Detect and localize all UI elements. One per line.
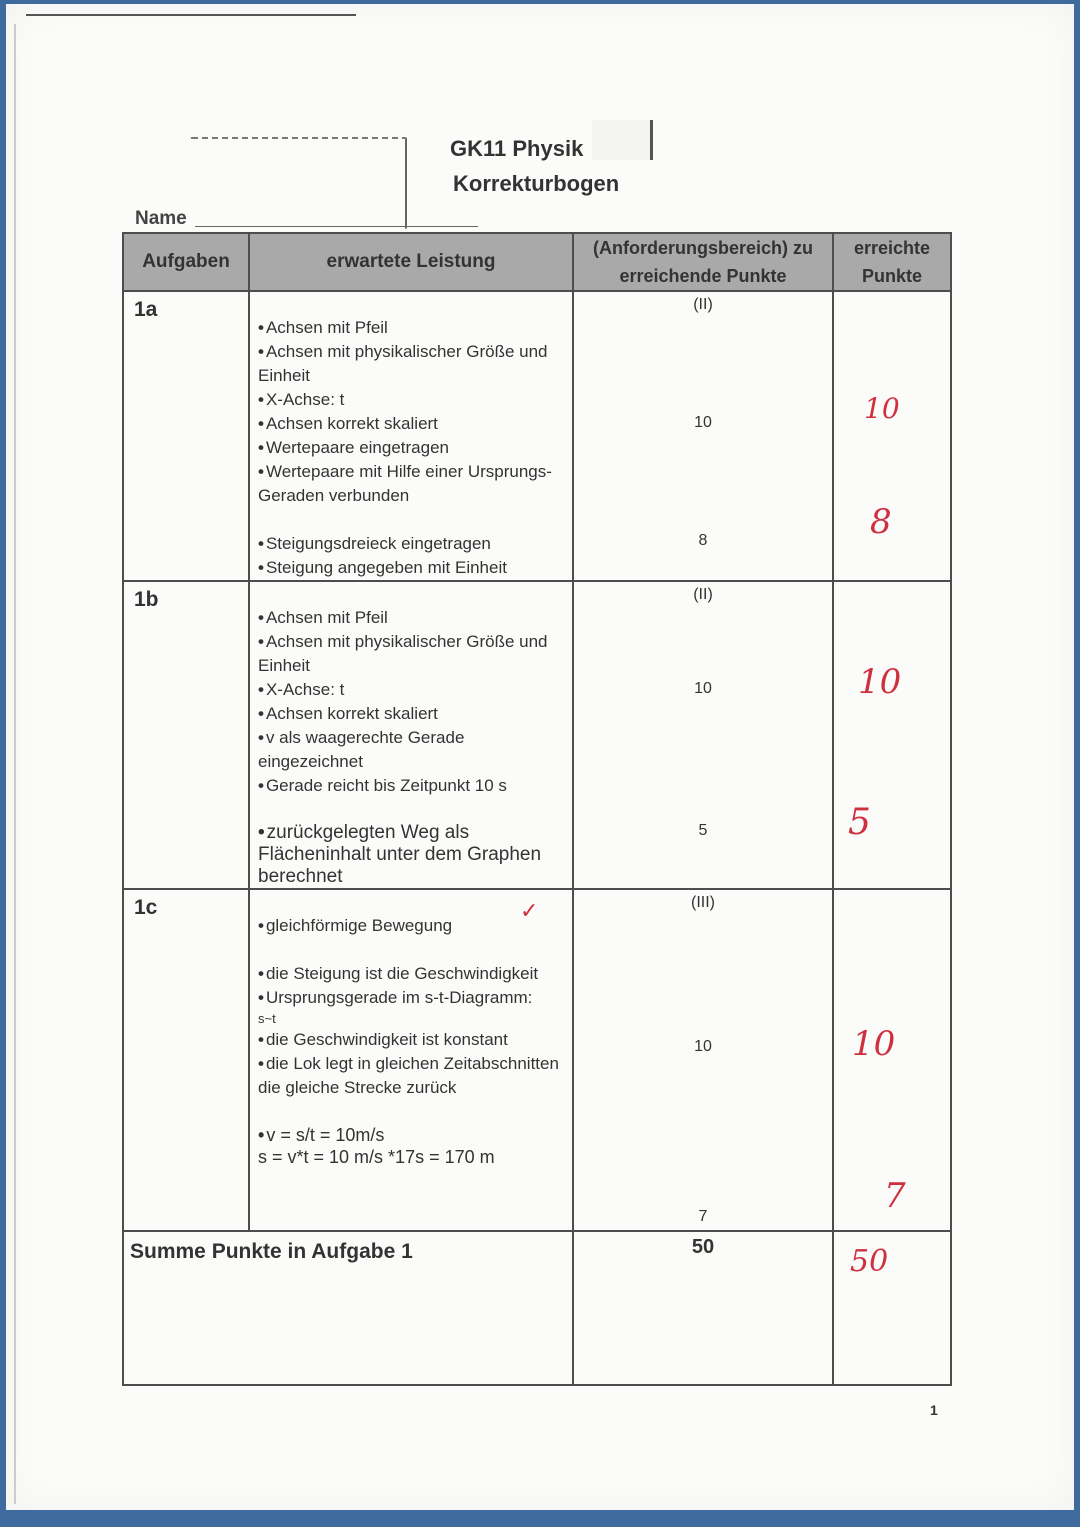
sum-label-cell [123,1231,573,1385]
task-cell [123,581,249,889]
sum-achieved-cell [833,1231,951,1385]
header-expected: erwartete Leistung [249,233,573,291]
criteria-list [258,1028,572,1100]
criterion: • Steigungsdreieck eingetragen [258,532,572,556]
criteria-block [250,890,572,1168]
points-cell [573,581,833,889]
criteria-block [250,292,572,580]
criterion: • die Lok legt in gleichen Zeitabschnitten die gleiche Strecke zurück [258,1052,572,1100]
criterion: • v als waagerechte Gerade eingezeichnet [258,726,572,774]
sum-label: Summe Punkte in Aufgabe 1 [130,1240,413,1263]
task-cell [123,291,249,581]
handwritten-score: 10 [864,392,900,425]
criterion: • Achsen mit physikalischer Größe und Einheit [258,630,572,678]
criterion: • X-Achse: t [258,388,572,412]
left-edge-line [14,24,16,1504]
points-cell [573,889,833,1231]
handwritten-score: 5 [848,802,871,843]
check-mark-icon: ✓ [520,898,539,923]
header-tasks: Aufgaben [123,233,249,291]
achieved-cell [833,291,951,581]
handwritten-sum: 50 [850,1244,889,1279]
criteria-block [250,582,572,888]
criterion: • gleichförmige Bewegung [258,914,572,938]
criterion-note: s~t [258,1011,276,1026]
achieved-cell [833,889,951,1231]
handwritten-score: 8 [870,502,892,542]
level-label: (II) [693,296,713,313]
criterion: • Achsen mit Pfeil [258,606,572,630]
points-value: 10 [694,414,712,431]
points-value: 10 [694,680,712,697]
task-label: 1c [134,896,158,919]
criteria-list [258,316,572,508]
name-label: Name [135,208,187,229]
level-label: (II) [693,586,713,603]
criterion: • die Geschwindigkeit ist konstant [258,1028,572,1052]
points-value: 10 [694,1038,712,1055]
points-cell [573,291,833,581]
criterion: • Wertepaare mit Hilfe einer Ursprungs-Geraden verbunden [258,460,572,508]
task-label: 1a [134,298,158,321]
criterion: • Achsen mit physikalischer Größe und Einheit [258,340,572,388]
points-value: 5 [698,822,708,839]
criterion: • die Steigung ist die Geschwindigkeit [258,962,572,986]
criterion: • zurückgelegten Weg als Flächeninhalt unter dem Graphen berechnet [258,822,572,888]
criteria-list [258,606,572,798]
page-title: GK11 Physik [450,136,584,161]
criteria-cell [249,581,573,889]
redacted-area-right [592,120,653,160]
criteria-cell [249,889,573,1231]
redacted-area-left [190,137,407,229]
name-field-line [195,226,478,227]
criterion: • Achsen korrekt skaliert [258,702,572,726]
points-value: 8 [698,532,708,549]
achieved-cell [833,581,951,889]
criteria-list [258,962,572,1010]
criteria-cell [249,291,573,581]
handwritten-score: 10 [858,662,902,702]
header-achieved [833,233,951,291]
handwritten-score: 10 [852,1024,896,1064]
criteria-list [258,822,572,888]
criterion: • X-Achse: t [258,678,572,702]
header-points-text: (Anforderungsbereich) zu erreichende Punkte [592,238,813,286]
sum-points-cell [573,1231,833,1385]
level-label: (III) [691,894,715,911]
header-points [573,233,833,291]
criterion: • Steigung angegeben mit Einheit [258,556,572,580]
task-cell [123,889,249,1231]
top-edge-line [26,14,356,16]
criterion: • v = s/t = 10m/s [258,1124,572,1146]
criterion: • Gerade reicht bis Zeitpunkt 10 s [258,774,572,798]
grading-table [122,232,952,1386]
criteria-list [258,1124,572,1146]
header-achieved-text: erreichte Punkte [853,238,931,286]
table-row [123,889,951,1231]
criterion: • Achsen mit Pfeil [258,316,572,340]
table-row [123,581,951,889]
sum-row [123,1231,951,1385]
criterion: • Achsen korrekt skaliert [258,412,572,436]
points-value: 7 [698,1208,708,1225]
table-row [123,291,951,581]
sum-points: 50 [691,1236,715,1258]
criterion: • Wertepaare eingetragen [258,436,572,460]
task-label: 1b [134,588,159,611]
criterion-formula: s = v*t = 10 m/s *17s = 170 m [258,1147,495,1167]
table-header-row [123,233,951,291]
criterion: • Ursprungsgerade im s-t-Diagramm: [258,986,572,1010]
page-subtitle: Korrekturbogen [453,171,620,196]
handwritten-score: 7 [884,1176,906,1216]
page-number: 1 [930,1402,938,1418]
criteria-list [258,532,572,580]
